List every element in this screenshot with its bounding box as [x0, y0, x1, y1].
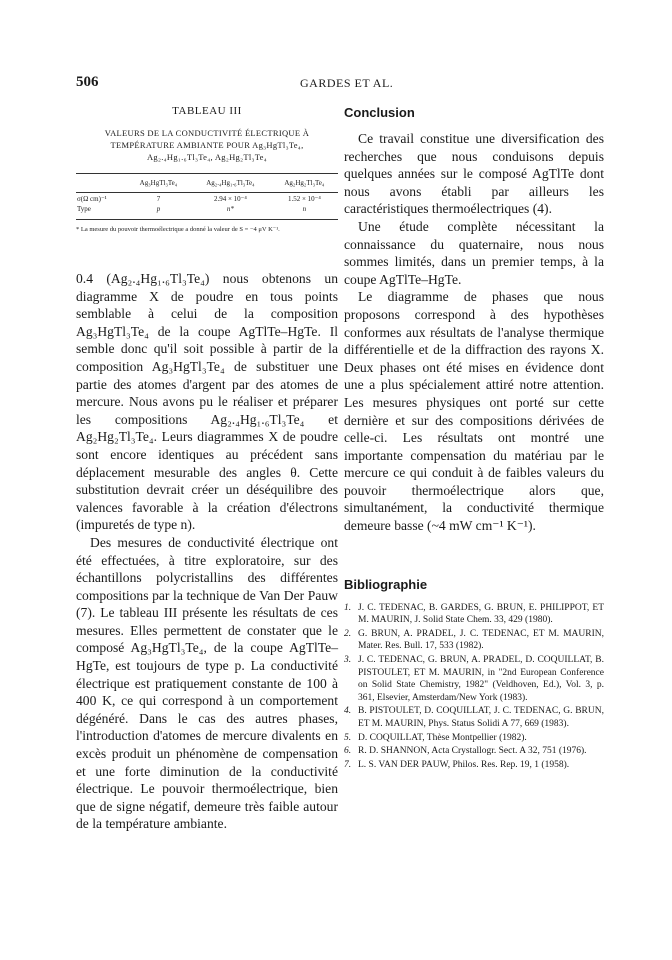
table-cell: 2.94 × 10⁻⁴ — [213, 195, 247, 203]
table-footnote: * La mesure du pouvoir thermoélectrique a donné la valeur de S = −4 μV K⁻¹. — [76, 226, 280, 233]
right-column — [344, 105, 604, 772]
reference-number: 2. — [344, 628, 352, 639]
reference-text: B. PISTOULET, D. COQUILLAT, J. C. TEDENAC, G. BRUN, ET M. MAURIN, Phys. Status Solidi A 77, 669 (1983). — [358, 706, 604, 729]
table-cell: 1.52 × 10⁻⁴ — [287, 195, 321, 203]
left-column — [76, 105, 338, 833]
table-cell: n — [271, 203, 338, 220]
table-cell: σ(Ω cm)⁻¹ — [77, 195, 107, 203]
table-header-cell: Ag₂Hg₂Tl₃Te₄ — [271, 174, 338, 193]
table-cell: Type — [76, 203, 127, 220]
table-header-row — [76, 174, 338, 193]
running-head: GARDES ET AL. — [300, 76, 394, 90]
table-header-cell: Ag₂.₄Hg₁.₆Tl₃Te₄ — [190, 174, 271, 193]
reference-list — [344, 602, 604, 772]
reference-item — [344, 602, 604, 627]
conductivity-table — [76, 173, 338, 220]
reference-text: J. C. TEDENAC, B. GARDES, G. BRUN, E. PHILIPPOT, ET M. MAURIN, J. Solid State Chem. 33, 429 (1980). — [358, 602, 604, 626]
body-paragraph: Ce travail constitue une diversification des recherches que nous conduisons depuis quelques années sur le composé AgTlTe dont nous avons établi par ailleurs les caractéristiques thermoélectriques (4). — [344, 131, 604, 217]
conclusion-heading: Conclusion — [344, 105, 415, 120]
reference-item — [344, 654, 604, 704]
page-number: 506 — [76, 74, 99, 90]
table-cell: p — [127, 203, 190, 220]
bibliography-heading: Bibliographie — [344, 576, 428, 592]
reference-text: D. COQUILLAT, Thèse Montpellier (1982). — [358, 732, 527, 743]
reference-item — [344, 628, 604, 653]
reference-number: 5. — [344, 732, 352, 743]
reference-number: 4. — [344, 706, 352, 717]
table-row — [76, 203, 338, 220]
reference-item — [344, 705, 604, 730]
reference-item — [344, 745, 604, 758]
table-header-cell — [76, 174, 127, 193]
reference-text: J. C. TEDENAC, G. BRUN, A. PRADEL, D. COQUILLAT, B. PISTOULET, ET M. MAURIN, in "2nd European Conference on Solid State Chemistry, 1982" (Veldhoven, Ed.), Vol. 3, p. 361, Elsevier, Amsterdam/New York (1983). — [358, 655, 604, 703]
reference-text: L. S. VAN DER PAUW, Philos. Res. Rep. 19, 1 (1958). — [358, 759, 570, 770]
table-cell: n* — [190, 203, 271, 220]
table-title: TABLEAU III — [172, 105, 242, 117]
reference-item — [344, 732, 604, 745]
reference-number: 6. — [344, 746, 352, 757]
table-caption: VALEURS DE LA CONDUCTIVITÉ ÉLECTRIQUE À TEMPÉRATURE AMBIANTE POUR Ag₃HgTl₃Te₄, Ag₂.₄Hg₁.₆Tl₃Te₄, Ag₂Hg₂Tl₃Te₄ — [104, 128, 310, 162]
reference-item — [344, 759, 604, 772]
table-cell: 7 — [156, 195, 161, 203]
body-paragraph: Le diagramme de phases que nous proposons correspond à des hypothèses conformes aux résultats de l'analyse thermique différentielle et de la diffraction des rayons X. Deux phases ont été mises en évidence dont une a plus spécialement attiré notre attention. Les mesures physiques ont porté sur cette dernière et sur des compositions dérivées de celle-ci. Les résultats ont montré une importante compensation du matériau par le mercure ce qui conduit à de faibles valeurs du pouvoir thermoélectrique alors que, simultanément, la conductivité thermique demeure basse (~4 mW cm⁻¹ K⁻¹). — [344, 289, 604, 534]
reference-text: G. BRUN, A. PRADEL, J. C. TEDENAC, ET M. MAURIN, Mater. Res. Bull. 17, 533 (1982). — [358, 628, 604, 652]
reference-number: 3. — [344, 655, 352, 666]
table-header-cell: Ag₃HgTl₃Te₄ — [127, 174, 190, 193]
reference-number: 7. — [344, 759, 352, 770]
table-row — [76, 193, 338, 204]
body-paragraph: Une étude complète nécessitant la connaissance du quaternaire, nous nous sommes limités, dans un premier temps, à la coupe AgTlTe–HgTe. — [344, 218, 604, 287]
reference-text: R. D. SHANNON, Acta Crystallogr. Sect. A 32, 751 (1976). — [358, 746, 587, 757]
body-paragraph: 0.4 (Ag₂.₄Hg₁.₆Tl₃Te₄) nous obtenons un diagramme X de poudre en tous points semblable à celui de la composition Ag₃HgTl₃Te₄ de la coupe AgTlTe–HgTe. Il semble donc qu'il soit possible à partir de la composition Ag₃HgTl₃Te₄ de substituer une partie des atomes d'argent par des atomes de mercure. Nous avons pu le réaliser et préparer les compositions Ag₂.₄Hg₁.₆Tl₃Te₄ et Ag₂Hg₂Tl₃Te₄. Leurs diagrammes X de poudre sont encore identiques au précédent sans déplacement mesurable des angles θ. Cette substitution devrait créer un déséquilibre des valences favorable à la création d'électrons (impuretés de type n). — [76, 271, 338, 533]
body-paragraph: Des mesures de conductivité électrique ont été effectuées, à titre exploratoire, sur des échantillons polycristallins des différentes compositions par la technique de Van Der Pauw (7). Le tableau III présente les résultats de ces mesures. Elles permettent de constater que le composé Ag₃HgTl₃Te₄, de la coupe AgTlTe–HgTe, est toujours de type p. La conductivité électrique est pratiquement constante de 100 à 400 K, ce qui correspond à un comportement dégénéré. Dans le cas des autres phases, l'introduction d'atomes de mercure divalents en excès produit un phénomène de compensation et une forte diminution de la conductivité électrique. Le pouvoir thermoélectrique, bien que de signe négatif, demeure très faible autour de la température ambiante. — [76, 534, 338, 832]
reference-number: 1. — [344, 602, 352, 613]
